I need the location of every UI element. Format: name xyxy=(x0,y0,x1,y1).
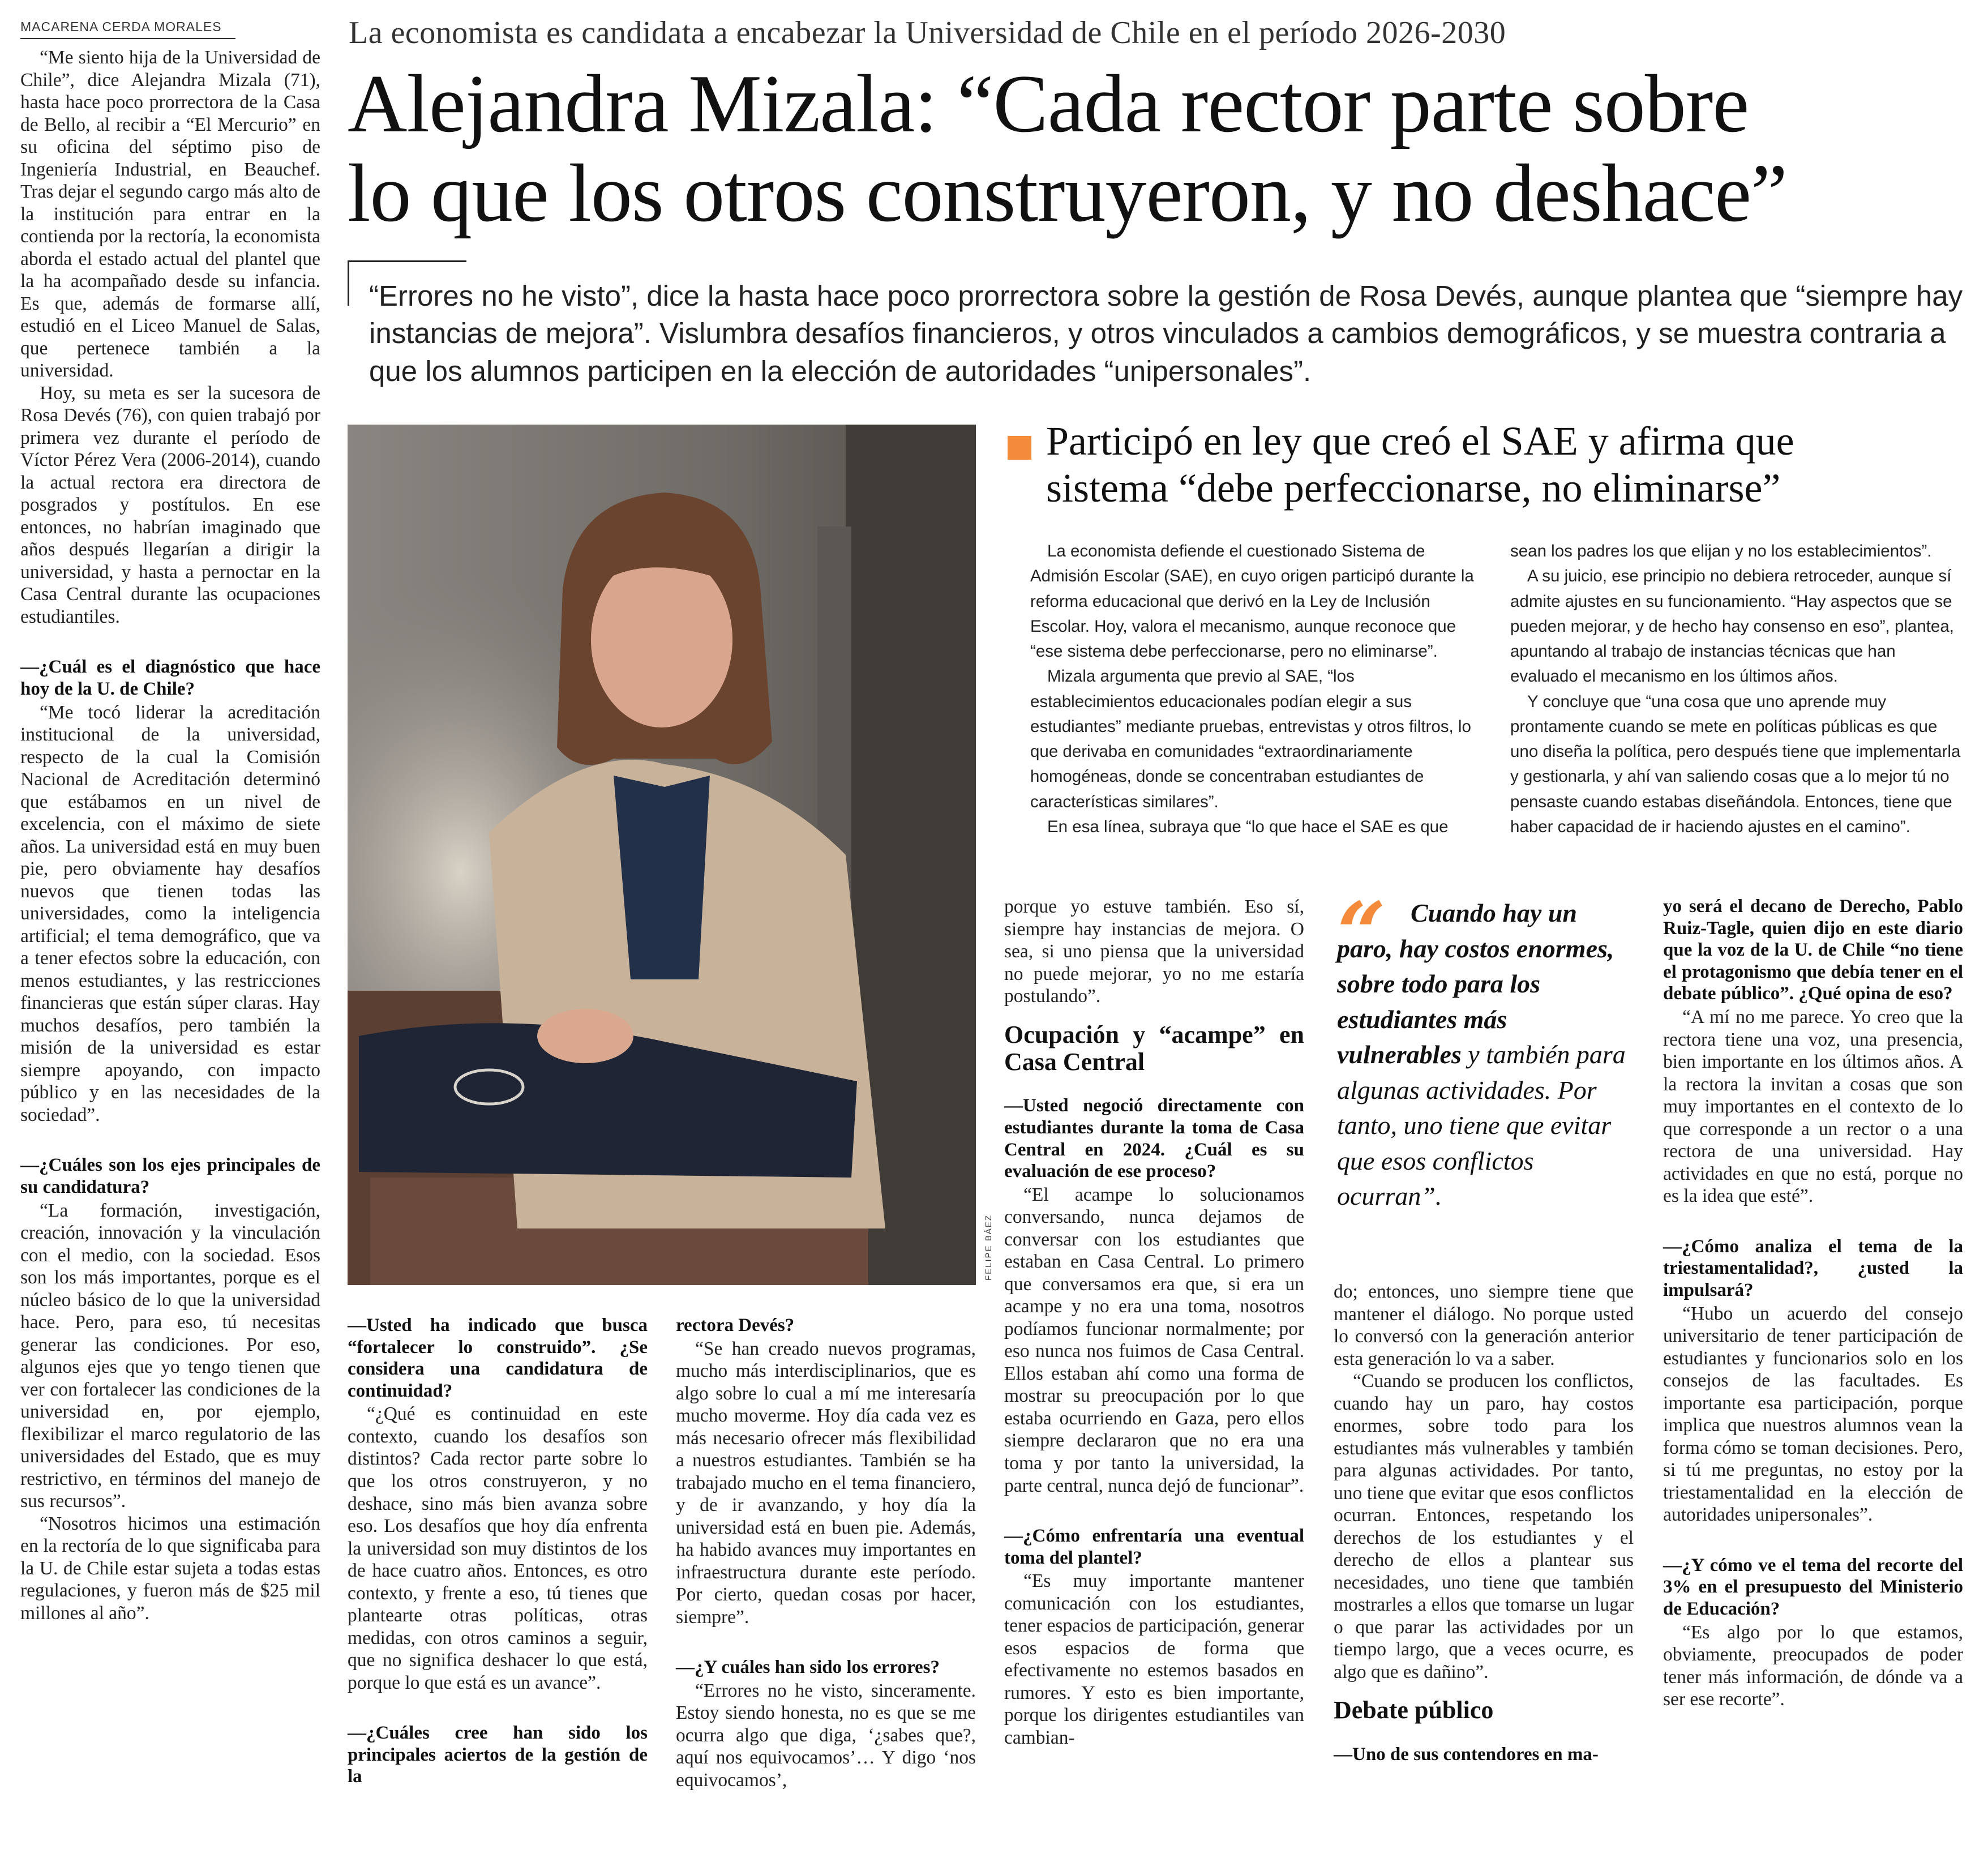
headline xyxy=(348,58,1978,239)
answer: “Se han creado nuevos programas, mucho más interdisciplinarios, que es algo sobre lo cual a mí me interesaría mucho moverme. Hoy día cada vez es más necesario ofrecer más flexibilidad a nuestros estudiantes. También se ha trabajado mucho en el tema financiero, y de ir avanzando, y hoy día la universidad está en buen pie. Además, ha habido avances muy importantes en infraestructura durante este período. Por cierto, quedan cosas por hacer, siempre”. xyxy=(676,1338,976,1628)
photo-credit: FELIPE BÁEZ xyxy=(984,1214,993,1281)
answer: “¿Qué es continuidad en este contexto, cuando los desafíos son distintos? Cada rector parte sobre lo que los otros construyeron, y no deshace, sino más bien avanza sobre eso. Los desafíos que hoy día enfrenta la universidad son muy distintos de los de hace cuatro años. Entonces, es otro contexto, y frente a eso, tú tienes que plantearte otras políticas, otras medidas, con otros caminos a seguir, que no significa deshacer lo que está, porque lo que está es un avance”. xyxy=(348,1403,648,1693)
sae-box-right-column xyxy=(1510,539,1963,840)
sae-paragraph: En esa línea, subraya que “lo que hace el SAE es que xyxy=(1047,817,1449,836)
column-1 xyxy=(20,46,320,1624)
sae-paragraph: sean los padres los que elijan y no los establecimientos”. xyxy=(1510,542,1932,560)
answer: “La formación, investigación, creación, innovación y la vinculación con el medio, con la sociedad. Esos son los más importantes, porque es el núcleo básico de lo que la universidad hace. Pero, para eso, tú necesitas generar las condiciones. Por eso, algunos ejes que yo tengo tienen que ver con fortalecer las condiciones de la universidad en, por ejemplo, flexibilizar el marco regulatorio de las universidades del Estado, que es muy restrictivo, en términos del manejo de sus recursos”. xyxy=(20,1200,320,1512)
sae-paragraph: A su juicio, ese principio no debiera retroceder, aunque sí admite ajustes en su funcionamiento. “Hay aspectos que se pueden mejorar, y de hecho hay consenso en eso”, plantea, apuntando al trabajo de instancias técnicas que han evaluado el mecanismo en los últimos años. xyxy=(1510,567,1954,686)
sae-box-left-column xyxy=(1030,539,1483,840)
answer: “Me tocó liderar la acreditación institucional de la universidad, respecto de la cual la Comisión Nacional de Acreditación determinó que estábamos en un nivel de excelencia, con el máximo de siete años. La universidad está en muy buen pie, pero obviamente hay desafíos nuevos que tienen todas las universidades, como la inteligencia artificial; el tema demográfico, que va a tener efectos sobre la educación, con menos estudiantes, y las restricciones financieras que están súper claras. Hay muchos desafíos, pero también la misión de la universidad es estar siempre apoyando, con impacto público y en las necesidades de la sociedad”. xyxy=(20,701,320,1125)
question: —¿Y cómo ve el tema del recorte del 3% en el presupuesto del Ministerio de Educación? xyxy=(1663,1555,1963,1619)
answer-continued: do; entonces, uno siempre tiene que mantener el diálogo. No porque usted lo conversó con la generación anterior esta generación lo va a saber. xyxy=(1334,1281,1634,1369)
pull-quote-rest: y también para algunas actividades. Por tanto, uno tiene que evitar que esos conflictos ocurran”. xyxy=(1337,1040,1626,1211)
box-marker-square xyxy=(1008,436,1031,460)
answer: “El acampe lo solucionamos conversando, nunca dejamos de conversar con los estudiantes que estaban en Casa Central. Lo primero que conversamos era que, si era un acampe y no era una toma, nosotros podíamos funcionar normalmente; por eso nunca nos fuimos de Casa Central. Ellos estaban ahí como una forma de mostrar su preocupación por lo que estaba ocurriendo en Gaza, pero ellos siempre declararon que no era una toma y por tanto la universidad, la parte central, nunca dejó de funcionar”. xyxy=(1004,1184,1304,1496)
column-4 xyxy=(1004,896,1304,1749)
answer: “A mí no me parece. Yo creo que la rectora tiene una voz, una presencia, bien importante en los últimos años. A la rectora la invitan a cosas que son muy importantes en el contexto de lo que corresponde a un rector o a una rectora de una universidad. Hay actividades en que no está, porque no es la idea que esté”. xyxy=(1663,1007,1963,1207)
subheading: Debate público xyxy=(1334,1696,1494,1724)
sae-heading-line-1: Participó en ley que creó el SAE y afirma que xyxy=(1046,418,1794,464)
subheading: Ocupación y “acampe” en Casa Central xyxy=(1004,1020,1304,1076)
kicker: La economista es candidata a encabezar la Universidad de Chile en el período 2026-2030 xyxy=(349,15,1506,50)
sae-box-heading xyxy=(1046,418,1974,512)
intro-paragraph-1: “Me siento hija de la Universidad de Chile”, dice Alejandra Mizala (71), hasta hace poco prorrectora de la Casa de Bello, al recibir a “El Mercurio” en su oficina del séptimo piso de Ingeniería Industrial, en Beauchef. Tras dejar el segundo cargo más alto de la institución para entrar en la contienda por la rectoría, la economista aborda el estado actual del plantel que la ha acompañado desde su infancia. Es que, además de formarse allí, estudió en el Liceo Manuel de Salas, que pertenece también a la universidad. xyxy=(20,47,320,382)
sae-paragraph: La economista defiende el cuestionado Sistema de Admisión Escolar (SAE), en cuyo origen participó durante la reforma educacional que derivó en la Ley de Inclusión Escolar. Hoy, valora el mecanismo, aunque reconoce que “ese sistema debe perfeccionarse, pero no eliminarse”. xyxy=(1030,542,1474,661)
lead-paragraph: “Errores no he visto”, dice la hasta hace poco prorrectora sobre la gestión de Rosa Devés, aunque plantea que “siempre hay instancias de mejora”. Vislumbra desafíos financieros, y otros vinculados a cambios demográficos, y se muestra contraria a que los alumnos participen en la elección de autoridades “unipersonales”. xyxy=(369,280,1963,387)
question: —¿Cómo analiza el tema de la triestamentalidad?, ¿usted la impulsará? xyxy=(1663,1236,1963,1300)
pull-quote xyxy=(1337,884,1631,1214)
answer: “Cuando se producen los conflictos, cuando hay un paro, hay costos enormes, sobre todo para los estudiantes más vulnerables y también para algunas actividades. Por tanto, uno tiene que evitar que esos conflictos ocurran. Entonces, respetando los derechos de los estudiantes y el derecho de ellos a plantear sus necesidades, uno tiene que también mostrarles a ellos que tomarse un lugar o que parar las actividades por un tiempo largo, que a veces ocurre, es algo que es dañino”. xyxy=(1334,1371,1634,1683)
question-continued: rectora Devés? xyxy=(676,1315,795,1335)
question: —Usted ha indicado que busca “fortalecer lo construido”. ¿Se considera una candidatura de continuidad? xyxy=(348,1315,648,1401)
question: —¿Cómo enfrentaría una eventual toma del plantel? xyxy=(1004,1526,1304,1568)
question: —¿Cuáles cree han sido los principales aciertos de la gestión de la xyxy=(348,1723,648,1787)
answer: “Es algo por lo que estamos, obviamente, preocupados de poder tener más información, de dónde va a ser ese recorte”. xyxy=(1663,1621,1963,1710)
pull-quote-bold: Cuando hay un paro, hay costos enormes, sobre todo para los estudiantes más vulnerables xyxy=(1337,898,1614,1069)
answer-continued: porque yo estuve también. Eso sí, siempre hay instancias de mejora. O sea, si uno piensa que la universidad no puede mejorar, yo no me estaría postulando”. xyxy=(1004,896,1304,1007)
column-5 xyxy=(1334,1281,1634,1766)
sae-paragraph: Y concluye que “una cosa que uno aprende muy prontamente cuando se mete en políticas públicas es que uno diseña la política, pero después tiene que implementarla y gestionarla, y ahí van saliendo cosas que a lo mejor tú no pensaste cuando estabas diseñándola. Entonces, tiene que haber capacidad de ir haciendo ajustes en el camino”. xyxy=(1510,692,1961,836)
intro-paragraph-2: Hoy, su meta es ser la sucesora de Rosa Devés (76), con quien trabajó por primera vez durante el período de Víctor Pérez Vera (2006-2014), cuando la actual rectora era directora de posgrados y postítulos. En ese entonces, no habrían imaginado que años después llegarían a dirigir la universidad, y hasta a pernoctar en la Casa Central durante las ocupaciones estudiantiles. xyxy=(20,382,320,627)
sae-paragraph: Mizala argumenta que previo al SAE, “los establecimientos educacionales podían elegir a sus estudiantes” mediante pruebas, entrevistas y otros filtros, lo que derivaba en comunidades “extraordinariamente homogéneas, donde se concentraban estudiantes de características similares”. xyxy=(1030,667,1471,811)
byline: MACARENA CERDA MORALES xyxy=(20,19,235,39)
question: —Usted negoció directamente con estudiantes durante la toma de Casa Central en 2024. ¿Cuál es su evaluación de ese proceso? xyxy=(1004,1095,1304,1182)
question: —Uno de sus contendores en ma- xyxy=(1334,1744,1599,1765)
column-6 xyxy=(1663,896,1963,1711)
question: —¿Cuál es el diagnóstico que hace hoy de la U. de Chile? xyxy=(20,657,320,700)
answer: “Nosotros hicimos una estimación en la rectoría de lo que significaba para la U. de Chile estar sujeta a todas estas regulaciones, y fueron más de $25 mil millones al año”. xyxy=(20,1513,320,1624)
sae-heading-line-2: sistema “debe perfeccionarse, no eliminarse” xyxy=(1046,465,1781,511)
question: —¿Y cuáles han sido los errores? xyxy=(676,1657,940,1678)
column-2 xyxy=(348,1315,648,1789)
headline-line-2: lo que los otros construyeron, y no deshace” xyxy=(348,147,1787,239)
portrait-photo xyxy=(348,425,976,1285)
answer: “Es muy importante mantener comunicación con los estudiantes, tener espacios de participación, generar esos espacios de forma que efectivamente no estemos basados en rumores. Y esto es bien importante, porque los dirigentes estudiantiles van cambian- xyxy=(1004,1570,1304,1748)
column-3 xyxy=(676,1315,976,1792)
quote-mark-icon: “ xyxy=(1337,884,1386,983)
question: —¿Cuáles son los ejes principales de su candidatura? xyxy=(20,1155,320,1198)
lead-rule-vertical xyxy=(348,260,349,306)
portrait-illustration xyxy=(348,425,976,1285)
headline-line-1: Alejandra Mizala: “Cada rector parte sobre xyxy=(348,58,1749,149)
answer: “Hubo un acuerdo del consejo universitario de tener participación de estudiantes y funcionarios solo en los consejos de las facultades. Es importante esa participación, porque implica que nuestros alumnos vean la forma cómo se toman decisiones. Pero, si tú me preguntas, no estoy por la triestamentalidad en la elección de autoridades unipersonales”. xyxy=(1663,1303,1963,1526)
lead-rule xyxy=(348,260,466,262)
question-continued: yo será el decano de Derecho, Pablo Ruiz-Tagle, quien dijo en este diario que la voz de la U. de Chile “no tiene el protagonismo que debía tener en el debate público”. ¿Qué opina de eso? xyxy=(1663,896,1963,1004)
answer: “Errores no he visto, sinceramente. Estoy siendo honesta, no es que se me ocurra algo que diga, ‘¿sabes que?, aquí nos equivocamos’… Y digo ‘nos equivocamos’, xyxy=(676,1680,976,1791)
